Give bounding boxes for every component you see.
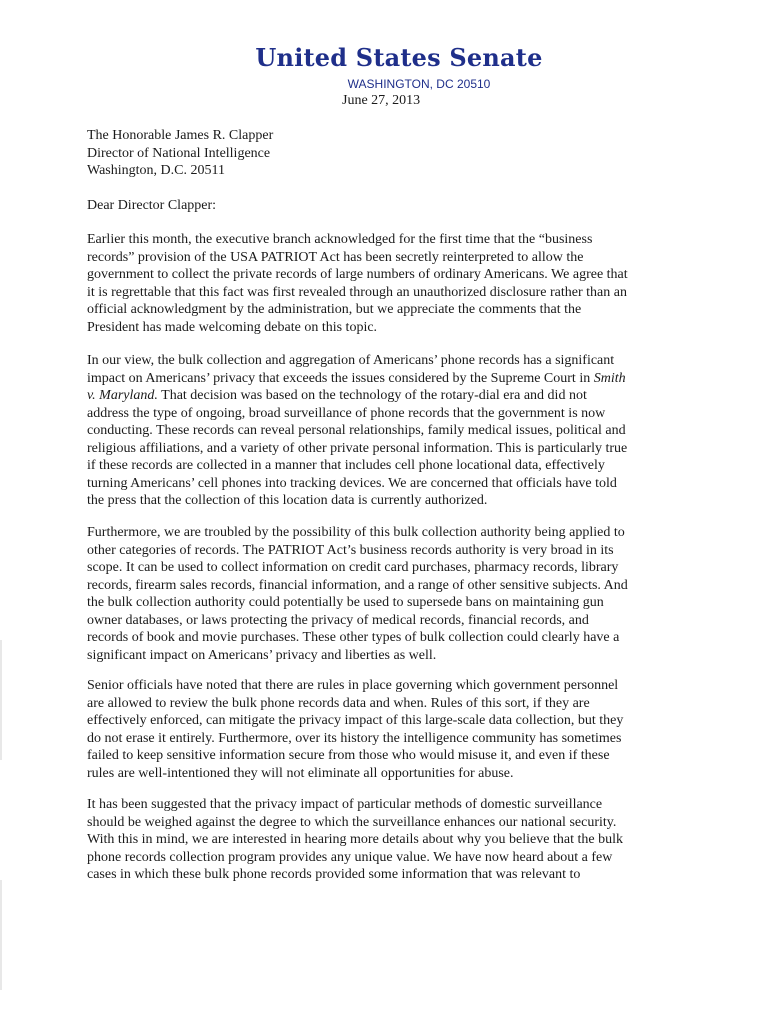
paragraph-1 — [87, 231, 687, 336]
paragraph-line: it is regrettable that this fact was first revealed through an unauthorized disclosure rather than an — [87, 284, 627, 300]
paragraph-line: rules are well-intentioned they will not eliminate all opportunities for abuse. — [87, 765, 514, 781]
paragraph-line: records of book and movie purchases. These other types of bulk collection could clearly have a — [87, 630, 620, 645]
addressee-line: Washington, D.C. 20511 — [87, 163, 225, 178]
paragraph-2 — [87, 352, 687, 510]
addressee-line: Director of National Intelligence — [87, 145, 271, 161]
paragraph-3 — [87, 524, 687, 664]
paragraph-line: turning Americans’ cell phones into tracking devices. We are concerned that officials have told — [87, 475, 617, 491]
paragraph-line: are allowed to review the bulk phone records data and when. Rules of this sort, if they are — [87, 695, 590, 711]
paragraph-5 — [87, 796, 687, 884]
scan-edge-mark — [0, 880, 2, 990]
paragraph-line: other categories of records. The PATRIOT Act’s business records authority is very broad in its — [87, 542, 614, 558]
paragraph-line: government to collect the private records of large numbers of ordinary Americans. We agree that — [87, 267, 628, 282]
paragraph-line: impact on Americans’ privacy that exceeds the issues considered by the Supreme Court in Smith — [87, 370, 626, 386]
paragraph-line: significant impact on Americans’ privacy and liberties as well. — [87, 647, 437, 663]
paragraph-line: cases in which these bulk phone records provided some information that was relevant to — [87, 867, 581, 882]
paragraph-line: Earlier this month, the executive branch acknowledged for the first time that the “business — [87, 232, 593, 247]
paragraph-line: should be weighed against the degree to which the surveillance enhances our national security. — [87, 814, 617, 830]
paragraph-line: President has made welcoming debate on this topic. — [87, 319, 378, 335]
addressee-line: The Honorable James R. Clapper — [87, 128, 274, 143]
paragraph-line: In our view, the bulk collection and aggregation of Americans’ phone records has a significant — [87, 353, 615, 368]
paragraph-line: With this in mind, we are interested in hearing more details about why you believe that the bulk — [87, 832, 623, 847]
paragraph-line: official acknowledgment by the administration, but we appreciate the comments that the — [87, 302, 582, 317]
paragraph-4 — [87, 677, 687, 782]
letterhead-title: United States Senate — [255, 43, 543, 72]
paragraph-line: failed to keep sensitive information secure from those who would misuse it, and even if these — [87, 748, 610, 763]
paragraph-line: Senior officials have noted that there are rules in place governing which government personnel — [87, 678, 619, 693]
letterhead — [0, 44, 768, 91]
paragraph-line: address the type of ongoing, broad surveillance of phone records that the government is now — [87, 405, 606, 421]
salutation: Dear Director Clapper: — [87, 198, 217, 213]
paragraph-line: do not erase it entirely. Furthermore, over its history the intelligence community has sometimes — [87, 730, 622, 746]
paragraph-line: records, firearm sales records, financial information, and a range of other sensitive subjects. And — [87, 577, 628, 593]
paragraph-line: Furthermore, we are troubled by the possibility of this bulk collection authority being applied to — [87, 525, 625, 540]
paragraph-line: the press that the collection of this location data is currently authorized. — [87, 493, 488, 508]
paragraph-line: scope. It can be used to collect information on credit card purchases, pharmacy records, library — [87, 560, 619, 575]
paragraph-line: phone records collection program provides any unique value. We have now heard about a few — [87, 849, 613, 865]
scan-edge-mark — [0, 640, 2, 760]
paragraph-line: conducting. These records can reveal personal relationships, family medical issues, political and — [87, 423, 626, 438]
paragraph-line: owner databases, or laws protecting the privacy of medical records, financial records, and — [87, 612, 589, 628]
paragraph-line: religious affiliations, and a variety of other private personal information. This is particularly true — [87, 440, 628, 456]
paragraph-line: It has been suggested that the privacy impact of particular methods of domestic surveillance — [87, 797, 603, 812]
paragraph-line: effectively enforced, can mitigate the privacy impact of this large-scale data collection, but they — [87, 713, 624, 728]
paragraph-line: the bulk collection authority could potentially be used to supersede bans on maintaining gun — [87, 595, 604, 610]
addressee-block — [87, 127, 687, 180]
letter-date: June 27, 2013 — [342, 93, 421, 108]
paragraph-line: v. Maryland. That decision was based on the technology of the rotary-dial era and did not — [87, 388, 587, 403]
letterhead-location: WASHINGTON, DC 20510 — [347, 77, 491, 91]
paragraph-line: if these records are collected in a manner that includes cell phone locational data, effectively — [87, 458, 605, 473]
paragraph-line: records” provision of the USA PATRIOT Act has been secretly reinterpreted to allow the — [87, 249, 584, 265]
